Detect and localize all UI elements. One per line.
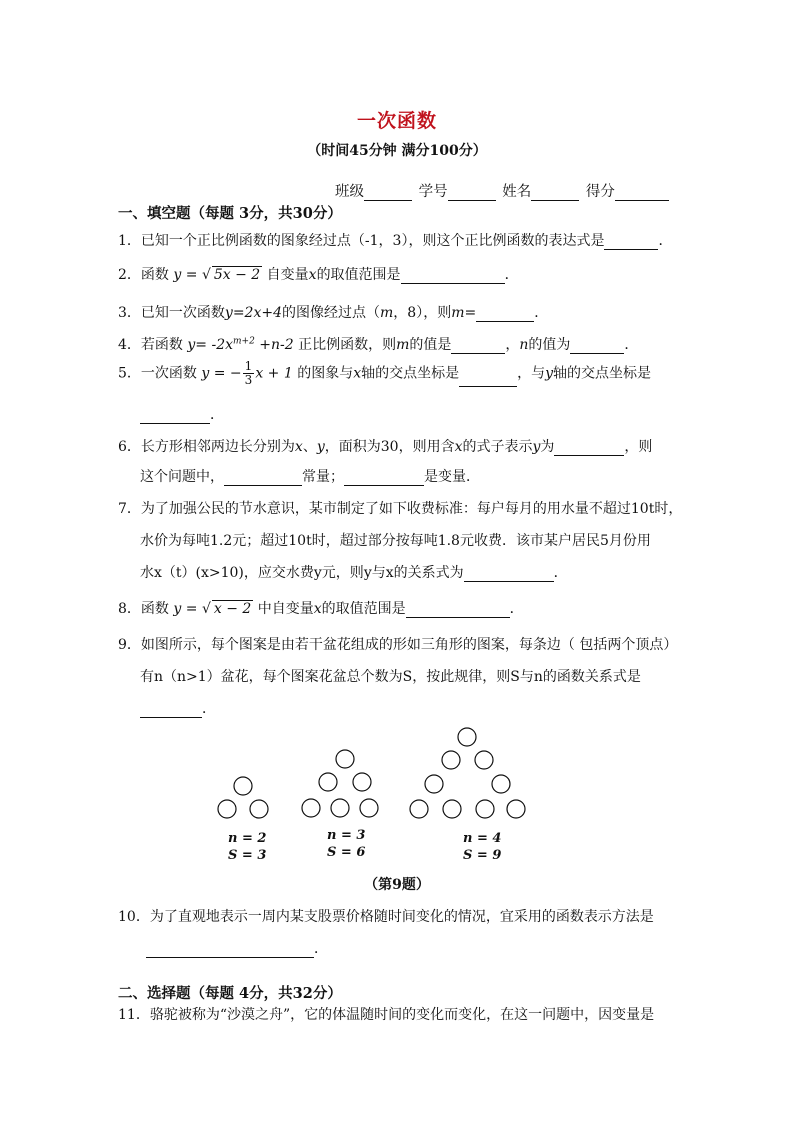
name-field[interactable] bbox=[531, 186, 579, 201]
question-9-line3: ． bbox=[140, 698, 216, 718]
flower-pot-icon bbox=[458, 728, 476, 746]
question-9-line2: 有n（n>1）盆花，每个图案花盆总个数为S，按此规律，则S与n的函数关系式是 bbox=[140, 669, 641, 685]
flower-pot-icon bbox=[507, 800, 525, 818]
question-9: 9．如图所示，每个图案是由若干盆花组成的形如三角形的图案，每条边（ 包括两个顶点） bbox=[118, 637, 678, 653]
flower-pot-icon bbox=[425, 775, 443, 793]
flower-pot-icon bbox=[250, 800, 268, 818]
pattern-n3 bbox=[302, 750, 378, 817]
pattern-n3-n-label: n = 3 bbox=[327, 828, 366, 843]
q7-answer-blank[interactable] bbox=[464, 567, 554, 582]
q9-answer-blank[interactable] bbox=[140, 703, 202, 718]
flower-pot-icon bbox=[353, 773, 371, 791]
question-7-line3: 水x（t）(x>10)，应交水费y元，则y与x的关系式为 ． bbox=[140, 565, 568, 581]
class-label: 班级 bbox=[335, 184, 364, 200]
q3-answer-blank[interactable] bbox=[476, 307, 534, 322]
flower-pot-icon bbox=[442, 751, 460, 769]
flower-pot-icon bbox=[410, 800, 428, 818]
pattern-n4-s-label: S = 9 bbox=[463, 848, 502, 863]
score-label: 得分 bbox=[585, 184, 615, 200]
flower-pot-icon bbox=[218, 800, 236, 818]
q4-m-blank[interactable] bbox=[451, 339, 505, 354]
pattern-n2-n-label: n = 2 bbox=[228, 831, 267, 846]
flower-pot-icon bbox=[475, 751, 493, 769]
question-3: 3．已知一次函数y=2x+4的图像经过点（m，8），则m= ． bbox=[118, 305, 549, 321]
q6-expression-blank[interactable] bbox=[554, 441, 624, 456]
id-label: 学号 bbox=[418, 184, 448, 200]
question-4: 4．若函数 $y= -2x^{m+2} +n-2$ 正比例函数，则m的值是 ，n的值为 ． bbox=[118, 336, 639, 353]
page-title: 一次函数 bbox=[356, 110, 437, 132]
question-6-cont: 这个问题中， 常量； 是变量． bbox=[140, 469, 480, 485]
flower-pot-icon bbox=[302, 799, 320, 817]
question-7: 7．为了加强公民的节水意识，某市制定了如下收费标准：每户每月的用水量不超过10t时， bbox=[118, 501, 683, 517]
question-8: 8．函数 y = √ x − 2 中自变量x的取值范围是 ． bbox=[118, 601, 524, 617]
question-5: 5．一次函数 y = − $\frac{1}{3}$ x + 1 的图象与x轴的交点坐标是 ，与y轴的交点坐标是 bbox=[118, 359, 652, 387]
flower-pot-icon bbox=[319, 773, 337, 791]
flower-pot-icon bbox=[336, 750, 354, 768]
q6-constant-blank[interactable] bbox=[224, 471, 302, 486]
pattern-n3-s-label: S = 6 bbox=[327, 845, 366, 860]
question-10-cont: ． bbox=[146, 938, 328, 958]
page-subtitle: （时间45分钟 满分100分） bbox=[307, 143, 487, 159]
flower-pot-icon bbox=[492, 775, 510, 793]
name-label: 姓名 bbox=[502, 184, 532, 200]
flower-pot-icon bbox=[234, 777, 252, 795]
q6-variable-blank[interactable] bbox=[344, 471, 424, 486]
figure-9-caption: （第9题） bbox=[364, 877, 430, 893]
score-field[interactable] bbox=[615, 186, 669, 201]
pattern-n2 bbox=[218, 777, 268, 818]
q5-x-intercept-blank[interactable] bbox=[459, 372, 517, 387]
figure-9-flower-patterns bbox=[0, 720, 794, 870]
student-info bbox=[335, 180, 671, 201]
id-field[interactable] bbox=[448, 186, 496, 201]
question-10: 10．为了直观地表示一周内某支股票价格随时间变化的情况，宜采用的函数表示方法是 bbox=[118, 909, 654, 925]
q5-y-intercept-blank[interactable] bbox=[140, 409, 210, 424]
section1-heading: 一、填空题（每题 3分，共30分） bbox=[118, 205, 342, 222]
q1-answer-blank[interactable] bbox=[604, 235, 658, 250]
flower-pot-icon bbox=[360, 799, 378, 817]
q2-answer-blank[interactable] bbox=[401, 269, 505, 284]
fraction-one-third: $\frac{1}{3}$ bbox=[244, 359, 253, 387]
class-field[interactable] bbox=[364, 186, 412, 201]
pattern-n4-n-label: n = 4 bbox=[463, 831, 502, 846]
q10-answer-blank[interactable] bbox=[146, 943, 314, 958]
question-6: 6．长方形相邻两边长分别为x、y，面积为30，则用含x的式子表示y为 ，则 bbox=[118, 439, 653, 455]
q4-n-blank[interactable] bbox=[570, 339, 624, 354]
question-5-cont: ． bbox=[140, 404, 224, 424]
flower-pot-icon bbox=[476, 800, 494, 818]
question-2: 2．函数 y = √ 5x − 2 自变量x的取值范围是 ． bbox=[118, 267, 519, 283]
question-7-line2: 水价为每吨1.2元；超过10t时，超过部分按每吨1.8元收费．该市某户居民5月份用 bbox=[140, 533, 651, 549]
pattern-n2-s-label: S = 3 bbox=[228, 848, 267, 863]
q8-answer-blank[interactable] bbox=[406, 603, 510, 618]
question-11: 11．骆驼被称为“沙漠之舟”，它的体温随时间的变化而变化，在这一问题中，因变量是 bbox=[118, 1007, 655, 1023]
pattern-n4 bbox=[410, 728, 525, 818]
flower-pot-icon bbox=[331, 799, 349, 817]
section2-heading: 二、选择题（每题 4分，共32分） bbox=[118, 985, 342, 1002]
flower-pot-icon bbox=[443, 800, 461, 818]
question-1: 1．已知一个正比例函数的图象经过点（-1，3），则这个正比例函数的表达式是 ． bbox=[118, 233, 673, 249]
